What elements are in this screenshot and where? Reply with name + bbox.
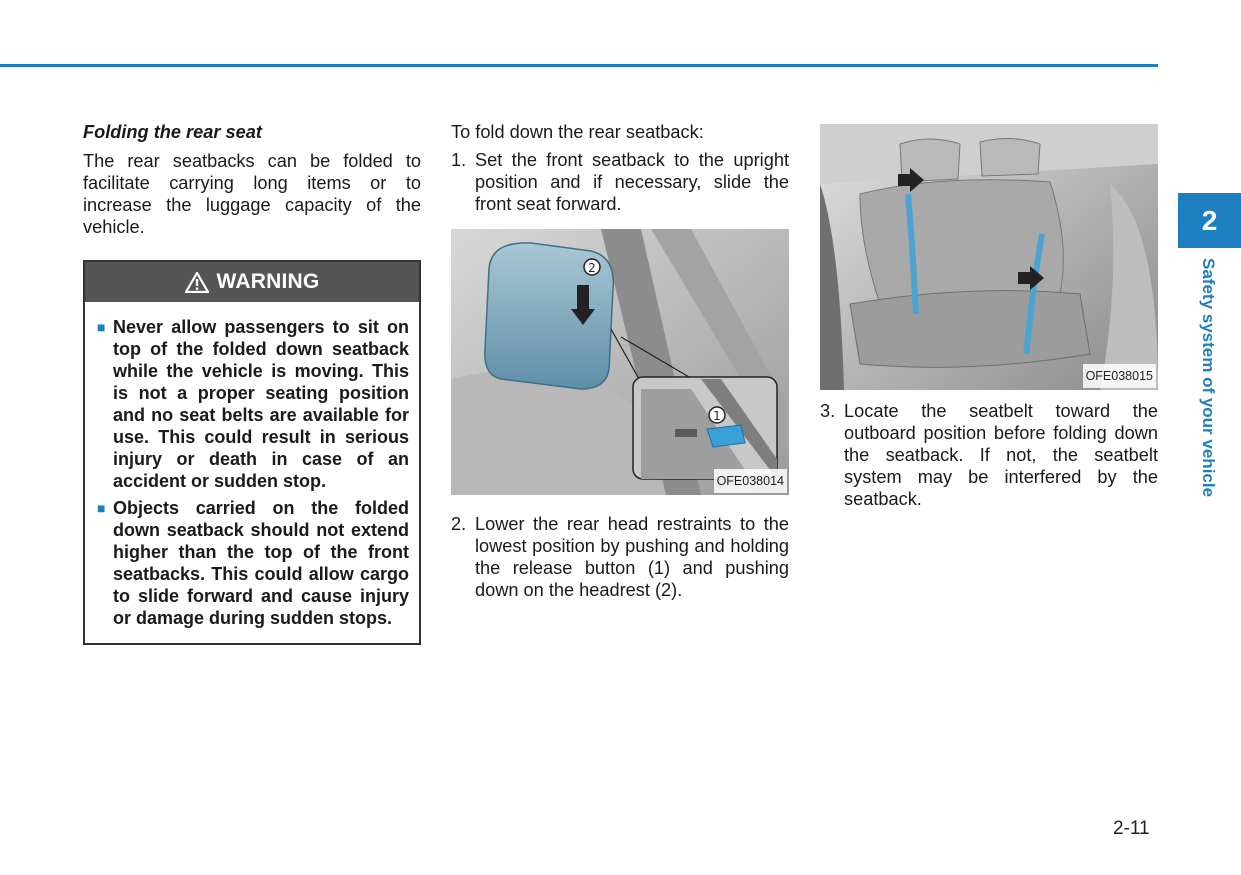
procedure-step-1 [451,149,789,215]
step-text: Lower the rear head restraints to the lowest position by pushing and holding the release button (1) and pushing down on the headrest (2). [475,514,789,600]
warning-body [85,302,419,643]
warning-item [97,316,409,492]
column-middle [451,121,789,601]
warning-triangle-icon [185,272,209,293]
figure-head-restraint [451,229,789,495]
warning-box [83,260,421,645]
procedure-intro: To fold down the rear seatback: [451,122,704,142]
step-number: 3. [820,401,836,421]
step-text: Locate the seatbelt toward the outboard position before folding down the seatback. If not, the seatbelt system may be interfered by the seatback. [844,401,1158,509]
chapter-tab: 2 [1178,193,1241,248]
warning-item-text: Never allow passengers to sit on top of the folded down seatback while the vehicle is moving. This is not a proper seating position and no seat belts are available for use. This could result in serious injury or death in case of an accident or sudden stop. [113,317,409,491]
header-rule [0,64,1158,67]
warning-header [85,262,419,302]
figure-code: OFE038014 [714,469,787,493]
section-heading: Folding the rear seat [83,122,262,142]
step-text: Set the front seatback to the upright position and if necessary, slide the front seat forward. [475,150,789,214]
chapter-title-text: Safety system of your vehicle [1199,258,1218,498]
bullet-icon: ■ [97,500,106,516]
page-number: 2-11 [1113,818,1150,839]
warning-item [97,497,409,629]
procedure-step-3 [820,400,1158,510]
column-left [83,121,421,645]
chapter-title-vertical [1193,258,1223,518]
warning-item-text: Objects carried on the folded down seatback should not extend higher than the top of the front seatbacks. This could allow cargo to slide forward and cause injury or damage during sudden stops. [113,498,409,628]
column-right [820,124,1158,510]
figure-rear-seat [820,124,1158,390]
rear-seat-illustration [820,124,1158,390]
warning-title: WARNING [216,270,320,293]
step-number: 1. [451,150,467,170]
step-number: 2. [451,514,467,534]
intro-paragraph: The rear seatbacks can be folded to facilitate carrying long items or to increase the luggage capacity of the vehicle. [83,151,421,237]
bullet-icon: ■ [97,319,106,335]
svg-text:2: 2 [588,261,596,275]
head-restraint-illustration [451,229,789,495]
svg-text:1: 1 [713,409,721,423]
figure-code: OFE038015 [1083,364,1156,388]
procedure-step-2 [451,513,789,601]
